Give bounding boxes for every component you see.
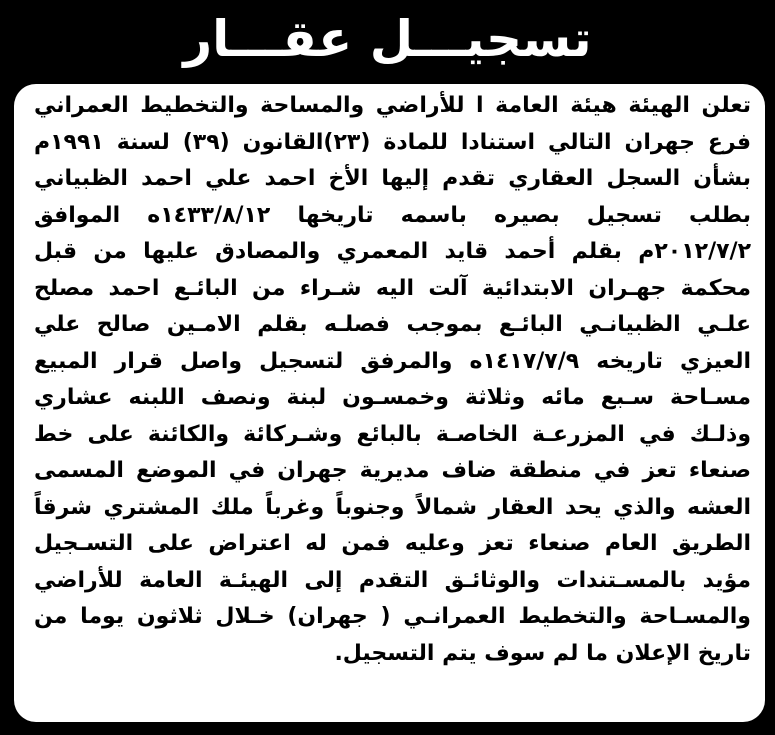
body-line: وذلـك في المزرعـة الخاصـة بالبائع وشـركائة والكائنة على خط xyxy=(34,421,751,447)
body-line: العشه والذي يحد العقار شمالاً وجنوباً وغرباً ملك المشتري شرقاً xyxy=(34,494,751,520)
body-line: العيزي تاريخه ١٤١٧/٧/٩ه والمرفق لتسجيل واصل قرار المبيع xyxy=(34,348,751,374)
body-line-last: تاريخ الإعلان ما لم سوف يتم التسجيل. xyxy=(334,640,751,666)
body-line: تعلن الهيئة هيئة العامة ا للأراضي والمساحة والتخطيط العمراني xyxy=(34,93,751,118)
body-line: بشأن السجل العقاري تقدم إليها الأخ احمد علي احمد الظبياني xyxy=(34,166,751,191)
notice-body xyxy=(34,88,751,672)
notice-title: تسجيـــل عقـــار xyxy=(183,10,592,68)
body-line: علـي الظبيانـي البائـع بموجب فصلـه بقلم الامـين صالح علي xyxy=(34,312,751,337)
body-line: فرع جهران التالي استنادا للمادة (٢٣)القانون (٣٩) لسنة ١٩٩١م xyxy=(34,129,751,155)
body-line: مؤيد بالمسـتندات والوثائـق التقدم إلى الهيئـة العامة للأراضي xyxy=(34,567,751,593)
notice-body-panel xyxy=(14,84,765,722)
title-bar xyxy=(0,0,775,84)
body-line: الطريق العام صنعاء تعز وعليه فمن له اعتراض على التسـجيل xyxy=(34,531,751,556)
body-line: والمسـاحة والتخطيط العمرانـي ( جهران) خـلال ثلاثون يوما من xyxy=(34,604,751,629)
body-line: محكمة جهـران الابتدائية آلت اليه شـراء من البائـع احمد مصلح xyxy=(34,275,751,301)
body-line: بطلب تسجيل بصيره باسمه تاريخها ١٤٣٣/٨/١٢ه الموافق xyxy=(34,202,751,228)
body-line: مسـاحة سـبع مائه وثلاثة وخمسـون لبنة ونصف اللبنه عشاري xyxy=(34,385,751,410)
body-line: صنعاء تعز في منطقة ضاف مديرية جهران في الموضع المسمى xyxy=(34,458,751,483)
body-line: ٢٠١٢/٧/٢م بقلم أحمد قايد المعمري والمصادق عليها من قبل xyxy=(34,239,751,264)
